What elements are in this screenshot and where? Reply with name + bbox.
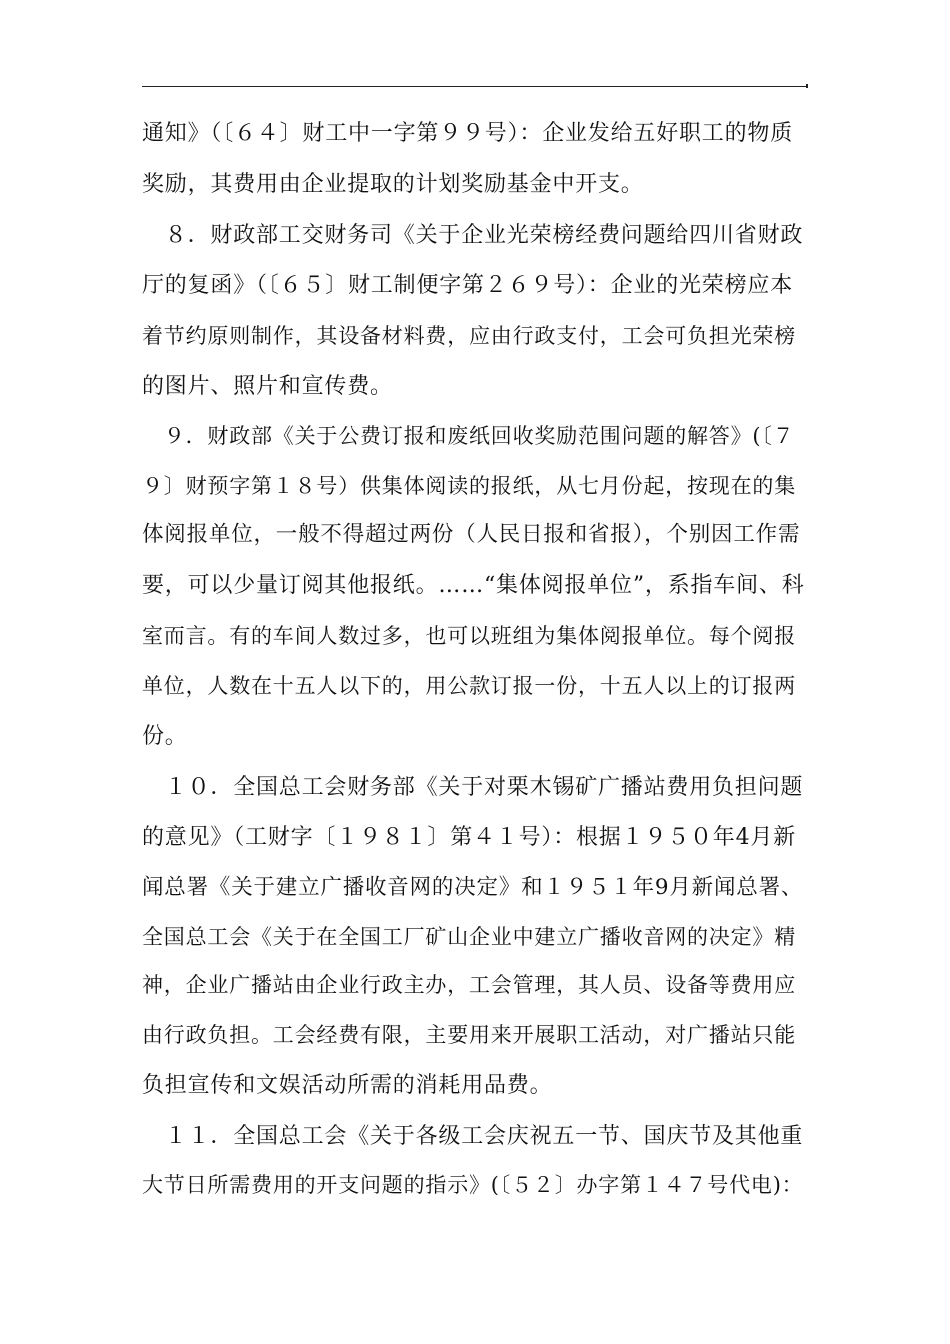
body-line: ９〕财预字第１８号）供集体阅读的报纸，从七月份起，按现在的集	[142, 474, 796, 498]
body-line: 大节日所需费用的开支问题的指示》(〔５２〕办字第１４７号代电)：	[142, 1173, 804, 1197]
body-line: 要，可以少量订阅其他报纸。……“集体阅报单位”，系指车间、科	[142, 573, 805, 598]
body-line: 闻总署《关于建立广播收音网的决定》和１９５１年9月新闻总署、	[142, 875, 804, 900]
body-line: 份。	[142, 724, 188, 749]
body-line: 神，企业广播站由企业行政主办，工会管理，其人员、设备等费用应	[142, 973, 796, 997]
body-line: 的意见》（工财字〔１９８１〕第４１号）：根据１９５０年4月新	[142, 825, 796, 850]
body-line: 室而言。有的车间人数过多，也可以班组为集体阅报单位。每个阅报	[142, 624, 796, 648]
body-line: 全国总工会《关于在全国工厂矿山企业中建立广播收音网的决定》精	[142, 925, 796, 949]
body-line: 单位，人数在十五人以下的，用公款订报一份，十五人以上的订报两	[142, 674, 796, 698]
body-line: 奖励，其费用由企业提取的计划奖励基金中开支。	[142, 172, 644, 197]
header-rule-tick	[806, 84, 808, 88]
body-line: 由行政负担。工会经费有限，主要用来开展职工活动，对广播站只能	[142, 1023, 796, 1047]
header-rule	[142, 86, 806, 87]
body-line: 着节约原则制作，其设备材料费，应由行政支付，工会可负担光荣榜	[142, 324, 796, 348]
body-line: ８．财政部工交财务司《关于企业光荣榜经费问题给四川省财政	[142, 223, 804, 248]
body-line: １０．全国总工会财务部《关于对栗木锡矿广播站费用负担问题	[142, 775, 804, 800]
body-line: 体阅报单位，一般不得超过两份（人民日报和省报），个别因工作需	[142, 522, 801, 547]
body-line: 通知》（〔６４〕财工中一字第９９号）：企业发给五好职工的物质	[142, 121, 794, 146]
body-line: ９．财政部《关于公费订报和废纸回收奖励范围问题的解答》(〔７	[142, 424, 795, 448]
body-line: 的图片、照片和宣传费。	[142, 374, 393, 399]
body-line: 负担宣传和文娱活动所需的消耗用品费。	[142, 1073, 553, 1098]
body-line: １１．全国总工会《关于各级工会庆祝五一节、国庆节及其他重	[142, 1124, 804, 1149]
body-line: 厅的复函》（〔６５〕财工制便字第２６９号）：企业的光荣榜应本	[142, 273, 794, 298]
